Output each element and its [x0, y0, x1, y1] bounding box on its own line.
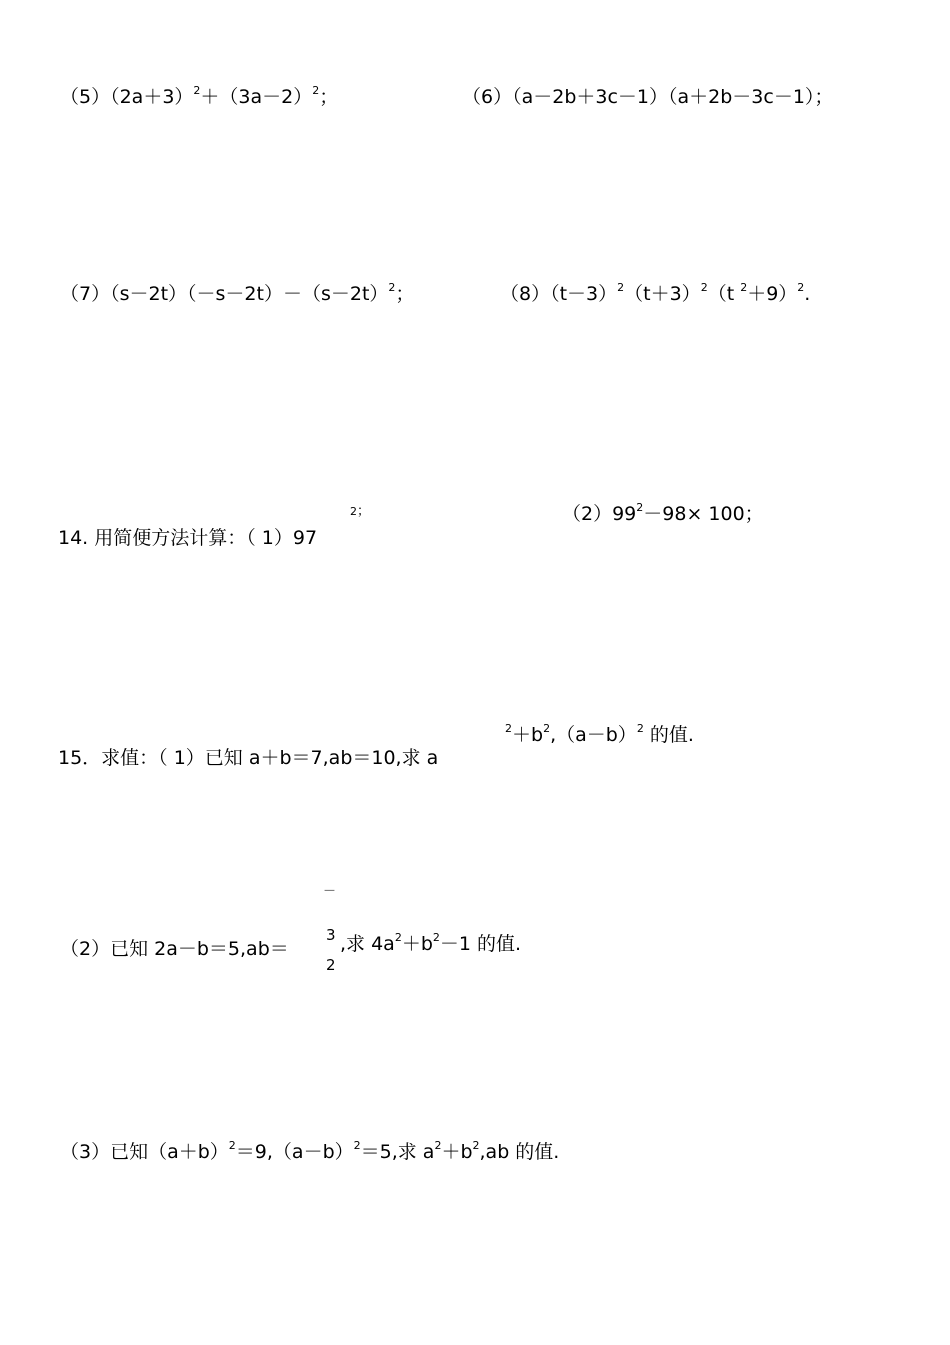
question-15-part3 [60, 1139, 560, 1163]
question-14-stem: 14. 用简便方法计算：（ 1）97 [58, 527, 318, 549]
problem-6 [462, 88, 833, 107]
exponent: 2 [193, 84, 201, 97]
problem-8-c: （t [707, 283, 741, 305]
question-15-p3-a: （3）已知（a＋b） [60, 1141, 229, 1163]
problem-8-a: （t－3） [550, 283, 618, 305]
problem-8-end: . [804, 283, 811, 305]
question-14-part2-label: （2）99 [562, 503, 637, 525]
question-15-p2-c: －1 的值. [439, 933, 522, 955]
question-15-p2-a: ,求 4a [340, 933, 395, 955]
exponent: 2 [350, 505, 357, 518]
problem-5-expr-a: （2a＋3） [110, 86, 194, 108]
problem-8-label: （8） [500, 283, 551, 305]
exponent: 2 [636, 722, 644, 735]
problem-7-expr: （s－2t）（－s－2t）－（s－2t） [110, 283, 389, 305]
question-15-part2-rest [340, 931, 522, 955]
question-14-part2-rest: －98× 100； [643, 503, 764, 525]
question-15-stem: 15．求值：（ 1）已知 a＋b＝7,ab＝10,求 a [58, 747, 439, 769]
question-15-p3-b: ＝9,（a－b） [235, 1141, 354, 1163]
exponent: 2 [388, 281, 396, 294]
problem-7-end: ； [395, 283, 415, 305]
question-15-p2-b: ＋b [401, 933, 433, 955]
question-15-p3-e: ,ab 的值. [479, 1141, 560, 1163]
problem-5-mid: ＋（3a－2） [200, 86, 313, 108]
problem-8 [500, 281, 811, 305]
question-15-p3-d: ＋b [441, 1141, 473, 1163]
exponent: 2 [353, 1139, 361, 1152]
exponent: 2 [740, 281, 748, 294]
problem-7 [60, 281, 415, 305]
question-14-part2 [562, 501, 764, 525]
exponent: 2 [636, 501, 644, 514]
problem-6-expr: （a－2b＋3c－1）（a＋2b－3c－1）； [512, 86, 834, 108]
exponent: 2 [700, 281, 708, 294]
exponent: 2 [228, 1139, 236, 1152]
problem-5-label: （5） [60, 86, 111, 108]
fraction-numerator: 3 [326, 926, 336, 944]
problem-5-end: ； [319, 86, 339, 108]
problem-5 [60, 84, 339, 108]
exponent: 2 [543, 722, 551, 735]
problem-8-d: ＋9） [747, 283, 798, 305]
exponent: 2 [312, 84, 320, 97]
exponent: 2 [797, 281, 805, 294]
question-15-p3-c: ＝5,求 a [360, 1141, 435, 1163]
question-14-part1-end: ； [357, 504, 371, 519]
exponent: 2 [394, 931, 402, 944]
question-14-part1-exponent [350, 505, 370, 518]
exponent: 2 [505, 722, 512, 735]
question-15-tail-b: ,（a－b） [550, 724, 637, 746]
problem-6-label: （6） [462, 86, 513, 108]
fraction-denominator: 2 [326, 956, 336, 974]
problem-7-label: （7） [60, 283, 111, 305]
question-15-tail-a: ＋b [512, 724, 544, 746]
problem-8-b: （t＋3） [624, 283, 701, 305]
exponent: 2 [472, 1139, 480, 1152]
exponent: 2 [432, 931, 440, 944]
exponent: 2 [617, 281, 625, 294]
exponent: 2 [434, 1139, 442, 1152]
question-15-part2-label: （2）已知 2a－b＝5,ab＝ [60, 938, 289, 960]
question-15-tail-c: 的值. [643, 724, 694, 746]
question-15-part1-tail [505, 722, 694, 746]
question-15-part2-dash: － [323, 884, 337, 899]
